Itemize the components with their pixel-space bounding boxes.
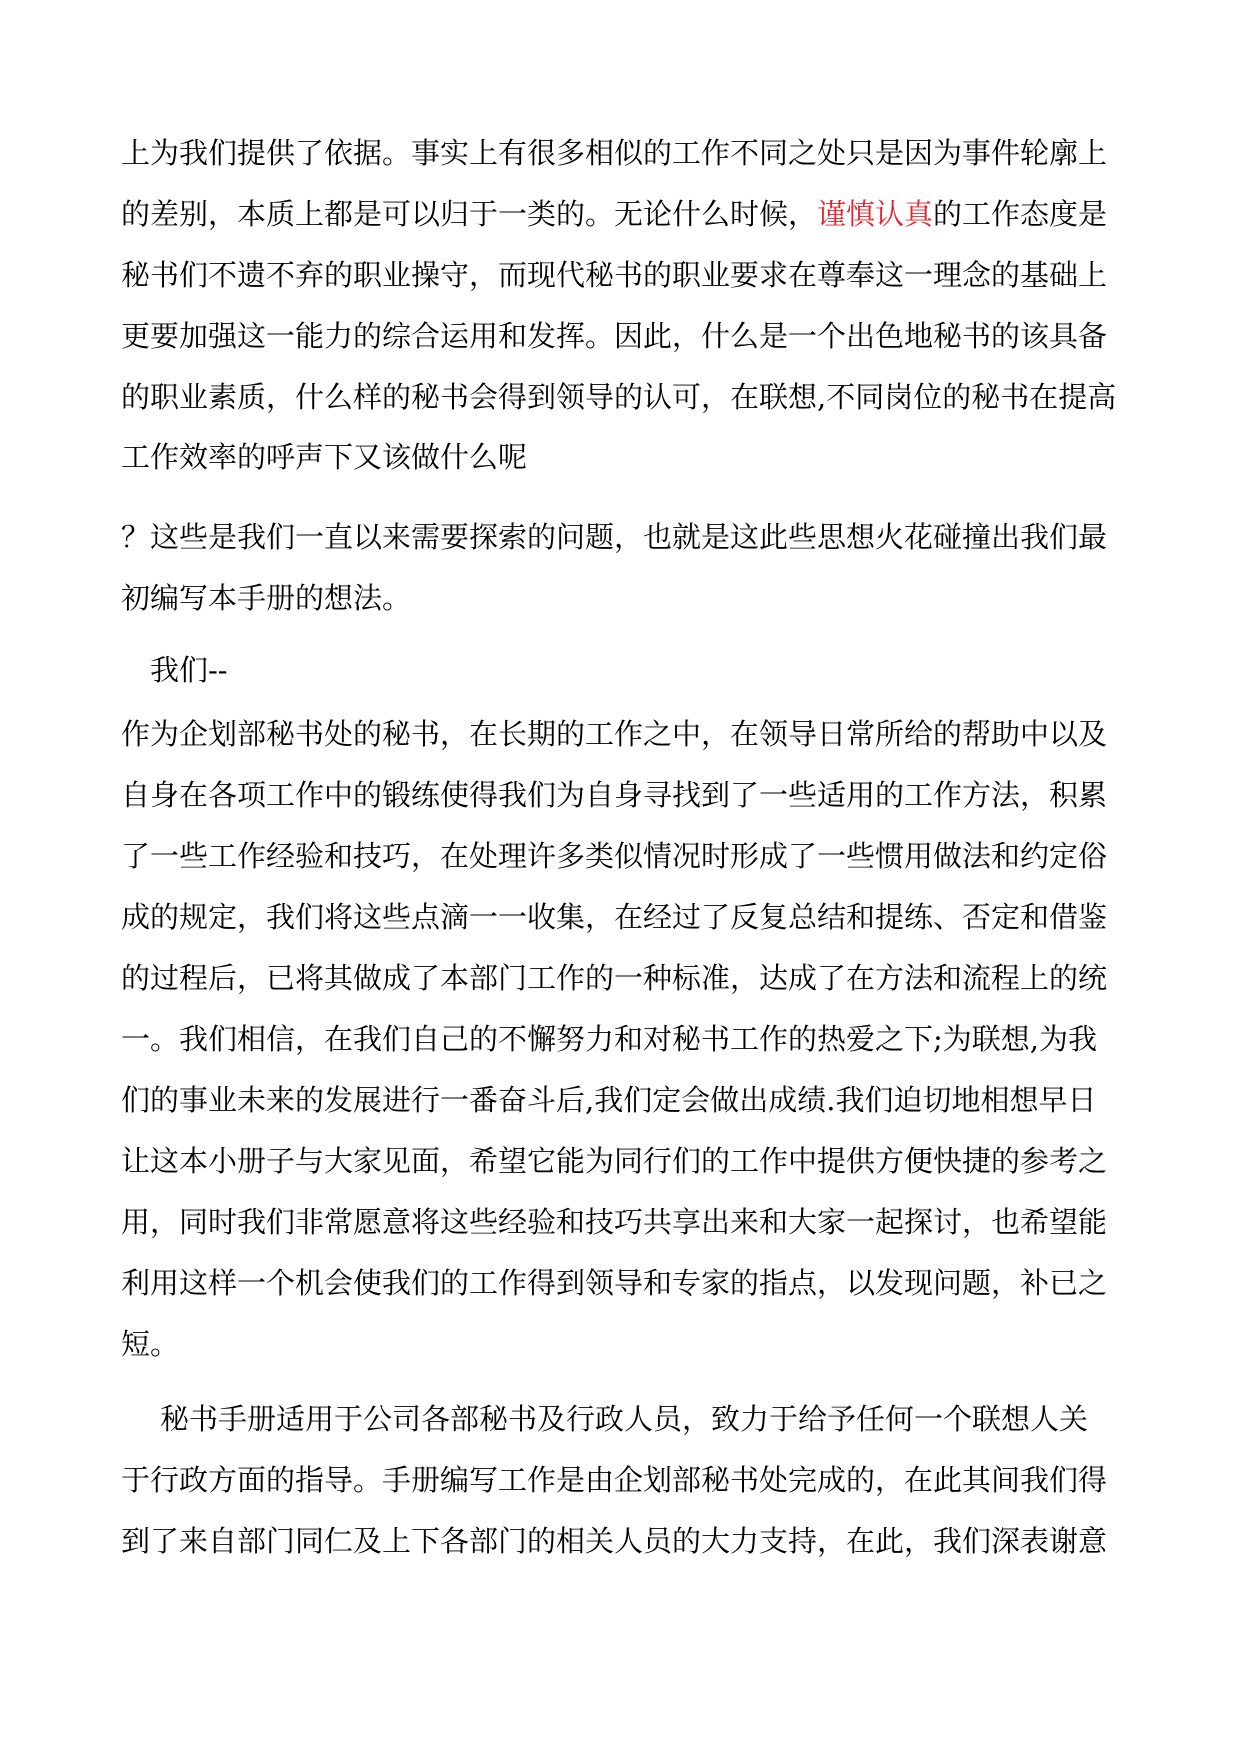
paragraph-heading: 我们--: [150, 653, 228, 687]
text-line: 作为企划部秘书处的秘书，在长期的工作之中，在领导日常所给的帮助中以及: [121, 717, 1108, 751]
text-line: 到了来自部门同仁及上下各部门的相关人员的大力支持，在此，我们深表谢意: [121, 1524, 1108, 1558]
text-line: 利用这样一个机会使我们的工作得到领导和专家的指点，以发现问题，补已之: [121, 1266, 1108, 1300]
text-line: ？这些是我们一直以来需要探索的问题，也就是这此些思想火花碰撞出我们最: [121, 520, 1108, 554]
text-line: 的职业素质，什么样的秘书会得到领导的认可，在联想,不同岗位的秘书在提高: [121, 380, 1117, 414]
text-line: 自身在各项工作中的锻练使得我们为自身寻找到了一些适用的工作方法，积累: [121, 778, 1108, 812]
text-line: 秘书手册适用于公司各部秘书及行政人员，致力于给予任何一个联想人关: [160, 1402, 1089, 1436]
text-line: 秘书们不遗不弃的职业操守，而现代秘书的职业要求在尊奉这一理念的基础上: [121, 258, 1108, 292]
text-line: 让这本小册子与大家见面，希望它能为同行们的工作中提供方便快捷的参考之: [121, 1144, 1108, 1178]
text-line: 成的规定，我们将这些点滴一一收集，在经过了反复总结和提练、否定和借鉴: [121, 900, 1108, 934]
text-line: 工作效率的呼声下又该做什么呢: [121, 440, 528, 474]
highlighted-text: 谨慎认真: [817, 197, 934, 231]
text-line: 的过程后，已将其做成了本部门工作的一种标准，达成了在方法和流程上的统: [121, 961, 1108, 995]
text-line: 用，同时我们非常愿意将这些经验和技巧共享出来和大家一起探讨，也希望能: [121, 1205, 1108, 1239]
text-segment: 的工作态度是: [933, 197, 1108, 231]
text-line: [121, 192, 1107, 236]
text-segment: 的差别，本质上都是可以归于一类的。无论什么时候，: [121, 197, 818, 231]
text-line: 更要加强这一能力的综合运用和发挥。因此，什么是一个出色地秘书的该具备: [121, 319, 1108, 353]
text-line: 短。: [121, 1327, 180, 1361]
text-line: 一。我们相信，在我们自己的不懈努力和对秘书工作的热爱之下;为联想,为我: [121, 1022, 1097, 1056]
text-line: 上为我们提供了依据。事实上有很多相似的工作不同之处只是因为事件轮廓上: [121, 136, 1108, 170]
text-line: 了一些工作经验和技巧，在处理许多类似情况时形成了一些惯用做法和约定俗: [121, 839, 1108, 873]
text-line: 们的事业未来的发展进行一番奋斗后,我们定会做出成绩.我们迫切地相想早日: [121, 1083, 1097, 1117]
text-line: 于行政方面的指导。手册编写工作是由企划部秘书处完成的，在此其间我们得: [121, 1463, 1108, 1497]
text-line: 初编写本手册的想法。: [121, 581, 412, 615]
